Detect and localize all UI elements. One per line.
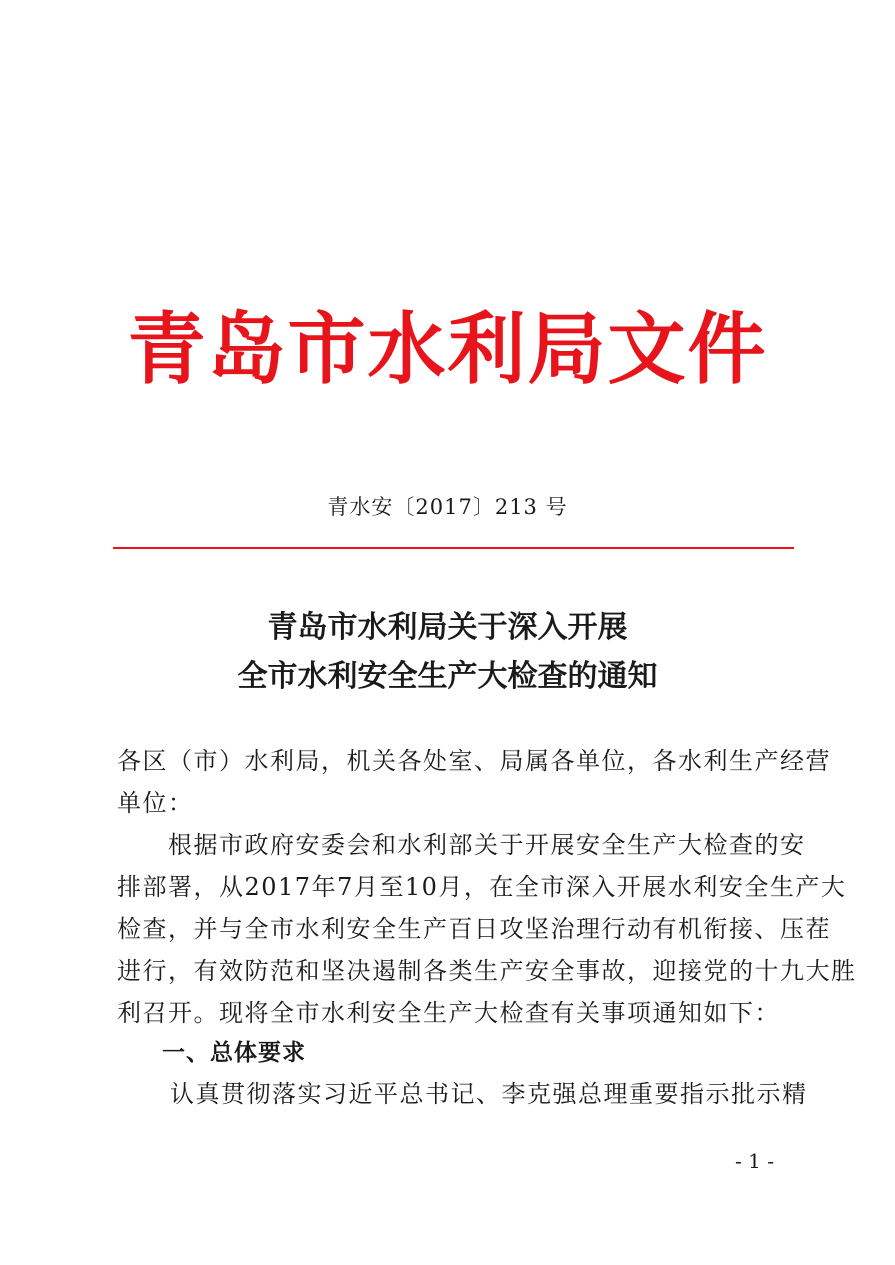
paragraph-line-5: 利召开。现将全市水利安全生产大检查有关事项通知如下： bbox=[117, 999, 780, 1027]
red-divider-line bbox=[113, 547, 794, 549]
salutation-line-1: 各区（市）水利局，机关各处室、局属各单位，各水利生产经营 bbox=[117, 747, 831, 775]
section-1-first-line: 认真贯彻落实习近平总书记、李克强总理重要指示批示精 bbox=[170, 1080, 808, 1108]
salutation-line-2: 单位： bbox=[117, 789, 194, 817]
document-number: 青水安〔2017〕213 号 bbox=[327, 495, 568, 519]
notice-title-line-1: 青岛市水利局关于深入开展 bbox=[267, 610, 628, 645]
notice-title-line-2: 全市水利安全生产大检查的通知 bbox=[237, 659, 658, 694]
paragraph-line-3: 检查，并与全市水利安全生产百日攻坚治理行动有机衔接、压茬 bbox=[117, 915, 831, 943]
masthead-title: 青岛市水利局文件 bbox=[127, 305, 768, 395]
paragraph-line-4: 进行，有效防范和坚决遏制各类生产安全事故，迎接党的十九大胜 bbox=[117, 957, 857, 985]
page-number: - 1 - bbox=[735, 1149, 774, 1173]
paragraph-line-2: 排部署，从2017年7月至10月，在全市深入开展水利安全生产大 bbox=[117, 873, 847, 901]
section-heading-general-requirements: 一、总体要求 bbox=[162, 1040, 306, 1066]
paragraph-line-1: 根据市政府安委会和水利部关于开展安全生产大检查的安 bbox=[168, 831, 806, 859]
